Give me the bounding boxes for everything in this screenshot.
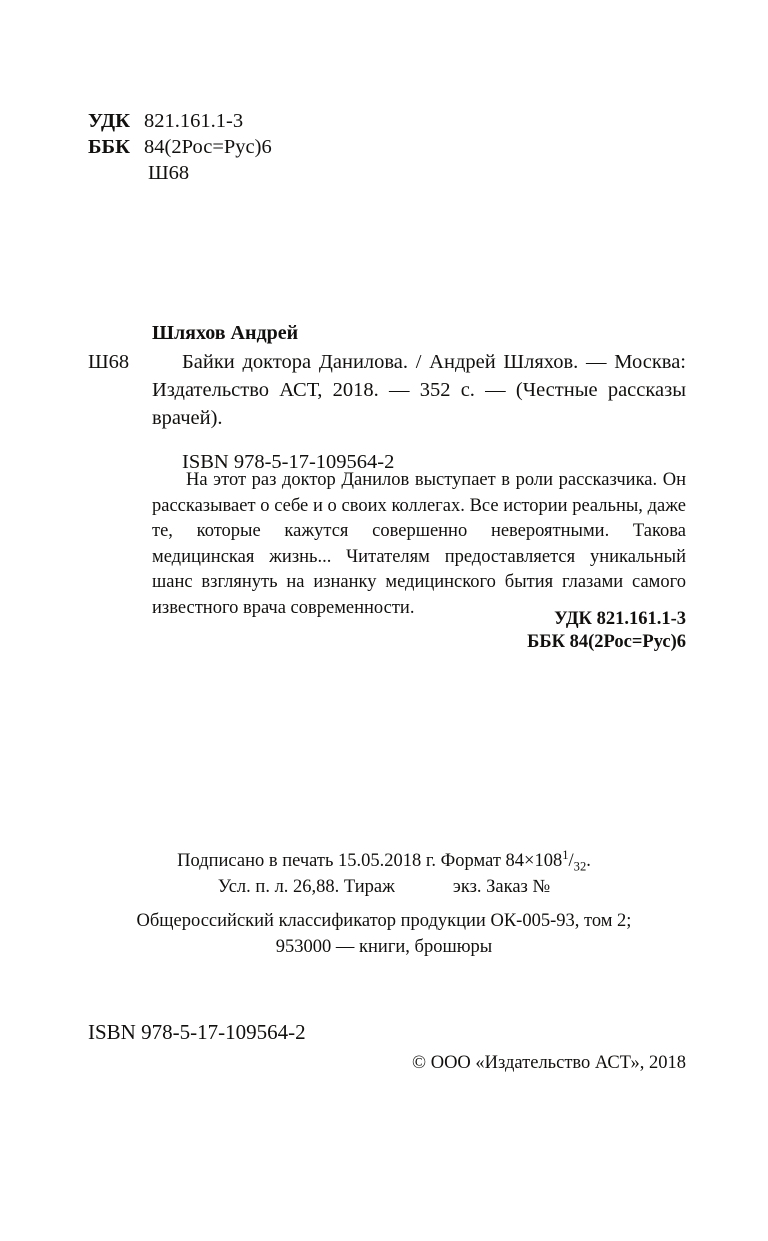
- record-author: Шляхов Андрей: [152, 322, 299, 344]
- imprint-sheets-text: Усл. п. л. 26,88. Тираж: [217, 877, 395, 897]
- classification-block-top: [88, 108, 272, 186]
- imprint-line-classifier: Общероссийский классификатор продукции ОК-005-93, том 2;: [136, 911, 632, 931]
- udk-label-top: УДК: [88, 110, 130, 132]
- bbk-label-top: ББК: [88, 136, 130, 158]
- imprint-print-date-text: Подписано в печать 15.05.2018 г. Формат 84×108: [177, 851, 563, 871]
- record-body: [88, 348, 686, 432]
- udk-row-top: [88, 108, 272, 134]
- author-index-row-top: [88, 160, 272, 186]
- imprint-line-sheets-run: [84, 874, 684, 900]
- format-numerator: 1: [562, 847, 569, 862]
- format-slash: /: [568, 851, 574, 871]
- imprint-print-date-tail: .: [586, 851, 591, 871]
- udk-repeat: УДК 821.161.1-3: [554, 609, 686, 629]
- udk-value-top: 821.161.1-3: [144, 110, 244, 132]
- imprint-line-classifier-code: 953000 — книги, брошюры: [275, 937, 493, 957]
- bbk-row-top: [88, 134, 272, 160]
- imprint-order-text: экз. Заказ №: [452, 877, 551, 897]
- imprint-line-print-date: [84, 848, 684, 874]
- record-isbn: ISBN 978-5-17-109564-2: [182, 451, 395, 473]
- bbk-value-top: 84(2Рос=Рус)6: [144, 136, 272, 158]
- imprint-block: [84, 848, 684, 960]
- copyright-notice: © ООО «Издательство АСТ», 2018: [412, 1053, 686, 1073]
- classification-block-repeat: [527, 608, 686, 654]
- bbk-repeat: ББК 84(2Рос=Рус)6: [527, 632, 686, 652]
- author-index-top: Ш68: [148, 162, 190, 184]
- annotation-paragraph: На этот раз доктор Данилов выступает в роли рассказчика. Он рассказывает о себе и о своих коллегах. Все истории реальны, даже те, которые кажутся совершенно невероятными. Такова медицинская жизнь... Читателям предоставляется уникальный шанс взглянуть на изнанку медицинского бытия глазами самого известного врача современности.: [152, 470, 686, 618]
- bottom-isbn: ISBN 978-5-17-109564-2: [88, 1020, 306, 1044]
- bibliographic-record: [88, 320, 686, 476]
- record-index: Ш68: [88, 351, 130, 373]
- record-description: Байки доктора Данилова. / Андрей Шляхов. — Москва: Издательство АСТ, 2018. — 352 с. — (Честные рассказы врачей).: [152, 351, 686, 429]
- format-denominator: 32: [573, 859, 587, 874]
